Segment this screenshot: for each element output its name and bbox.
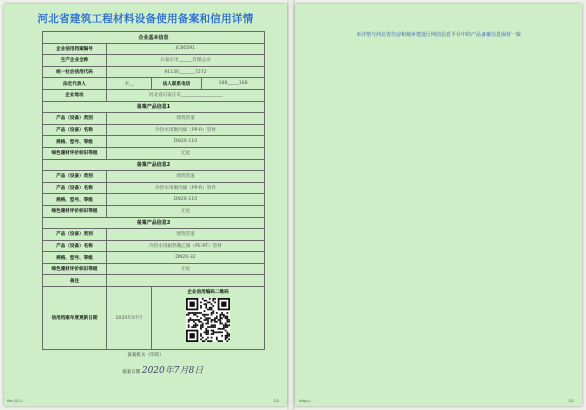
page-fold: [287, 0, 295, 410]
credit-update-value: 2020年07月: [107, 287, 152, 350]
credit-code-value: 91130_______7272: [107, 66, 265, 78]
p1-green-value: 无星: [107, 147, 265, 159]
footer-url: http://...: [299, 399, 314, 403]
p2-green-label: 绿色建材评价标识等级: [43, 205, 107, 217]
cert-no-value: JC80591: [107, 43, 265, 55]
date-label: 备案日期: [122, 370, 141, 375]
left-page: [4, 4, 287, 406]
p2-spec-value: DN20-110: [107, 194, 265, 206]
legal-rep-label: 法定代表人: [43, 78, 107, 90]
consistency-notice: 本详情与河北省住房和城乡建设厅网站信息平台中的产品备案信息保持一致: [355, 32, 521, 38]
qr-label: 企业信用编码二维码: [187, 290, 229, 296]
p1-spec-label: 规格、型号、等级: [43, 136, 107, 148]
record-table: [42, 31, 265, 350]
p1-spec-value: DN20-110: [107, 136, 265, 148]
p2-name-value: 冷热水用聚丙烯（PP-R）管件: [107, 182, 265, 194]
section-product-3: 备案产品信息3: [43, 217, 265, 229]
credit-code-label: 统一社会信用代码: [43, 66, 107, 78]
p1-category-label: 产品（设备）类别: [43, 113, 107, 125]
p1-name-value: 冷热水用聚丙烯（PP-R）管材: [107, 124, 265, 136]
p3-green-value: 无星: [107, 263, 265, 275]
p3-green-label: 绿色建材评价标识等级: [43, 263, 107, 275]
p1-category-value: 建筑管道: [107, 113, 265, 125]
p2-category-value: 建筑管道: [107, 171, 265, 183]
legal-rep-value: 李__: [107, 78, 152, 90]
address-label: 企业地址: [43, 89, 107, 101]
stamp-label: 备案机关（印章）: [127, 353, 164, 358]
sign-date-row: [122, 363, 203, 376]
handwritten-date: 2020年7月8日: [141, 366, 204, 376]
contact-label: 法人联系电话: [152, 78, 202, 90]
right-page: [295, 4, 582, 406]
page-number: 1/2: [273, 399, 279, 403]
producer-value: 石家庄市______有限公司: [107, 55, 265, 67]
p3-name-value: 冷热水用耐热聚乙烯（PE-RT）管材: [107, 240, 265, 252]
page-number: 2/2: [568, 399, 574, 403]
address-value: 河北省石家庄市__________________: [107, 89, 265, 101]
p3-name-label: 产品（设备）名称: [43, 240, 107, 252]
p2-green-value: 无星: [107, 205, 265, 217]
p1-name-label: 产品（设备）名称: [43, 124, 107, 136]
p3-category-value: 建筑管道: [107, 229, 265, 241]
p1-green-label: 绿色建材评价标识等级: [43, 147, 107, 159]
qr-cell: [152, 287, 265, 350]
p3-spec-value: DN20-32: [107, 252, 265, 264]
p3-category-label: 产品（设备）类别: [43, 229, 107, 241]
p3-spec-label: 规格、型号、等级: [43, 252, 107, 264]
section-basic: 企业基本信息: [43, 32, 265, 44]
remarks-value: [107, 275, 265, 287]
section-product-2: 备案产品信息2: [43, 159, 265, 171]
producer-label: 生产企业全称: [43, 55, 107, 67]
contact-value: 188_____168: [202, 78, 265, 90]
credit-update-label: 信用档案年度更新日期: [43, 287, 107, 350]
p2-name-label: 产品（设备）名称: [43, 182, 107, 194]
page-title: 河北省建筑工程材料设备使用备案和信用详情: [37, 13, 254, 25]
section-product-1: 备案产品信息1: [43, 101, 265, 113]
footer-url: file:///C:/...: [7, 399, 26, 403]
cert-no-label: 企业信用档案编号: [43, 43, 107, 55]
p2-spec-label: 规格、型号、等级: [43, 194, 107, 206]
qr-code-icon: [186, 298, 230, 342]
p2-category-label: 产品（设备）类别: [43, 171, 107, 183]
remarks-label: 备注: [43, 275, 107, 287]
